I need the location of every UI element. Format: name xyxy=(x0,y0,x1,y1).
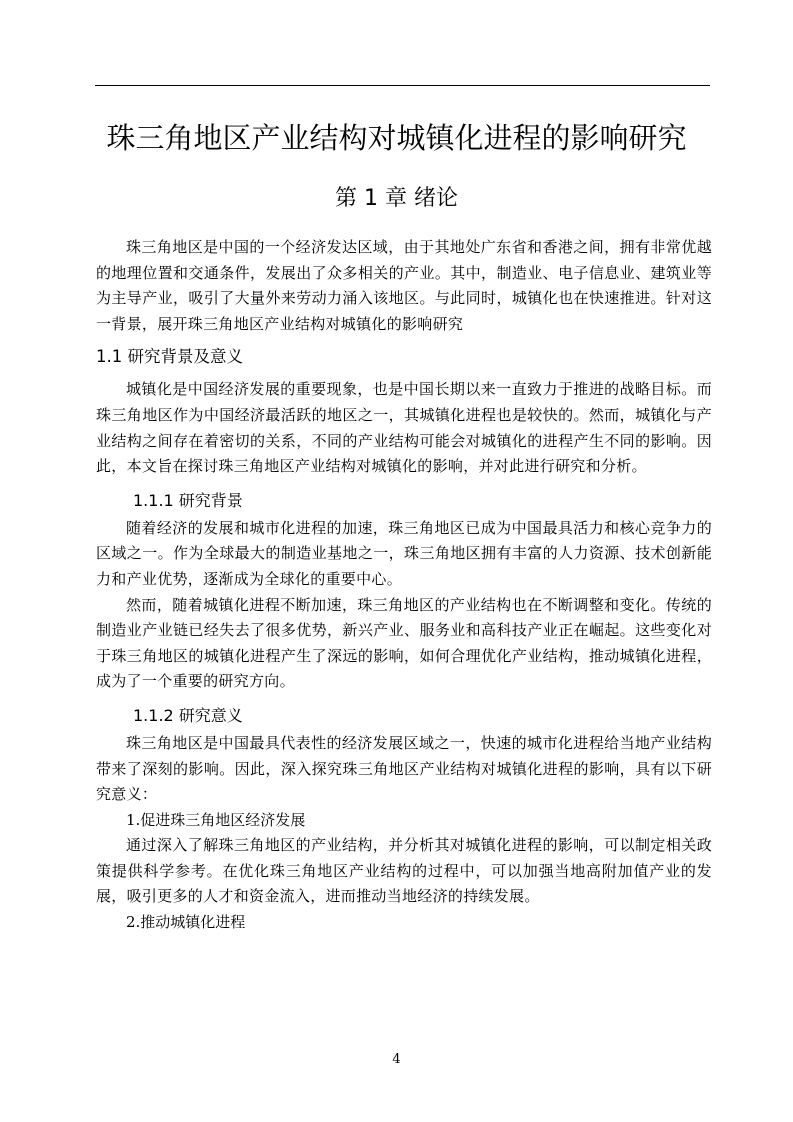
section-heading-1-1-1: 1.1.1 研究背景 xyxy=(133,490,243,510)
list-item-2: 2.推动城镇化进程 xyxy=(126,913,246,932)
section-1-1-paragraph: 城镇化是中国经济发展的重要现象，也是中国长期以来一直致力于推进的战略目标。而珠三角地区作为中国经济最活跃的地区之一，其城镇化进程也是较快的。然而，城镇化与产业结构之间存在着密切的关系，不同的产业结构可能会对城镇化的进程产生不同的影响。因此，本文旨在探讨珠三角地区产业结构对城镇化的影响，并对此进行研究和分析。 xyxy=(96,380,712,476)
chapter-heading: 第 1 章 绪论 xyxy=(335,186,458,211)
section-1-1-1-paragraph-1: 随着经济的发展和城市化进程的加速，珠三角地区已成为中国最具活力和核心竞争力的区域之一。作为全球最大的制造业基地之一，珠三角地区拥有丰富的人力资源、技术创新能力和产业优势，逐渐成为全球化的重要中心。 xyxy=(96,518,712,588)
list-item-1-paragraph: 通过深入了解珠三角地区的产业结构，并分析其对城镇化进程的影响，可以制定相关政策提供科学参考。在优化珠三角地区产业结构的过程中，可以加强当地高附加值产业的发展，吸引更多的人才和资金流入，进而推动当地经济的持续发展。 xyxy=(96,836,712,906)
section-1-1-2-paragraph: 珠三角地区是中国最具代表性的经济发展区域之一，快速的城市化进程给当地产业结构带来了深刻的影响。因此，深入探究珠三角地区产业结构对城镇化进程的影响，具有以下研究意义： xyxy=(96,733,712,804)
page-number: 4 xyxy=(392,1052,401,1067)
section-heading-1-1-2: 1.1.2 研究意义 xyxy=(133,705,243,725)
list-item-1: 1.促进珠三角地区经济发展 xyxy=(126,810,306,829)
document-body xyxy=(96,235,712,936)
section-heading-1-1: 1.1 研究背景及意义 xyxy=(96,347,243,367)
header-rule xyxy=(95,85,710,86)
section-1-1-1-paragraph-2: 然而，随着城镇化进程不断加速，珠三角地区的产业结构也在不断调整和变化。传统的制造业产业链已经失去了很多优势，新兴产业、服务业和高科技产业正在崛起。这些变化对于珠三角地区的城镇化进程产生了深远的影响，如何合理优化产业结构，推动城镇化进程，成为了一个重要的研究方向。 xyxy=(96,595,712,691)
document-title: 珠三角地区产业结构对城镇化进程的影响研究 xyxy=(106,121,687,155)
intro-paragraph: 珠三角地区是中国的一个经济发达区域，由于其地处广东省和香港之间，拥有非常优越的地理位置和交通条件，发展出了众多相关的产业。其中，制造业、电子信息业、建筑业等为主导产业，吸引了大量外来劳动力涌入该地区。与此同时，城镇化也在快速推进。针对这一背景，展开珠三角地区产业结构对城镇化的影响研究 xyxy=(96,238,712,333)
